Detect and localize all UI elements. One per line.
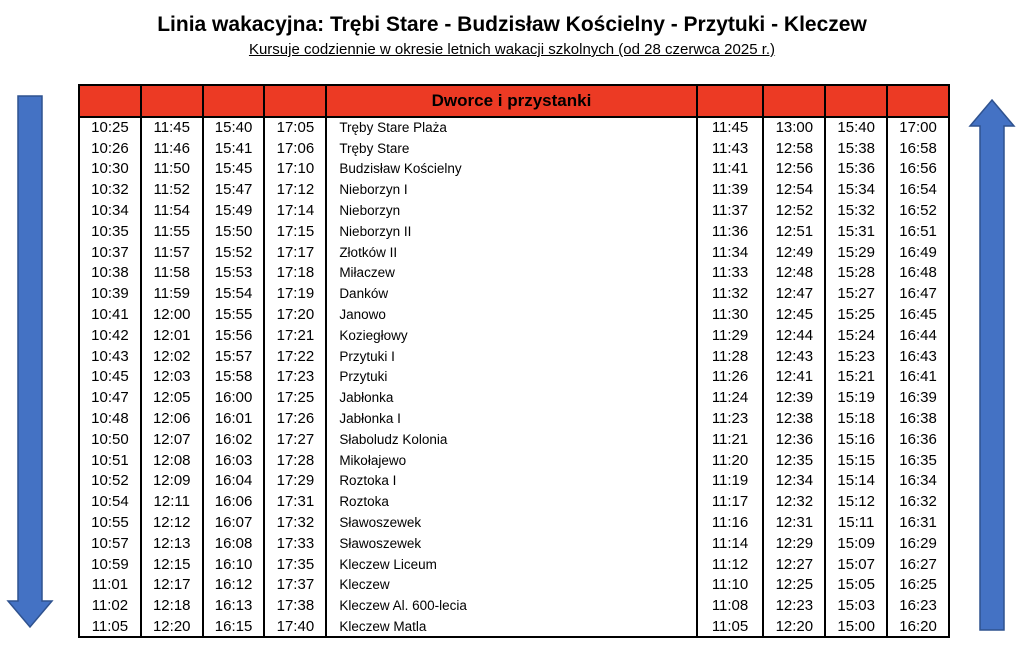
stop-name: Kleczew Al. 600-lecia <box>326 595 696 616</box>
table-row <box>79 304 949 325</box>
departure-time-out: 12:17 <box>141 575 203 596</box>
departure-time-out: 11:57 <box>141 242 203 263</box>
table-row <box>79 117 949 138</box>
stop-name: Miłaczew <box>326 263 696 284</box>
departure-time-out: 16:02 <box>203 429 265 450</box>
departure-time-out: 16:07 <box>203 512 265 533</box>
departure-time-back: 15:40 <box>825 117 887 138</box>
departure-time-back: 13:00 <box>763 117 825 138</box>
departure-time-back: 15:11 <box>825 512 887 533</box>
departure-time-back: 15:05 <box>825 575 887 596</box>
departure-time-back: 12:25 <box>763 575 825 596</box>
departure-time-back: 15:27 <box>825 283 887 304</box>
departure-time-out: 15:45 <box>203 159 265 180</box>
departure-time-back: 16:51 <box>887 221 949 242</box>
departure-time-out: 17:14 <box>264 200 326 221</box>
departure-time-out: 16:00 <box>203 387 265 408</box>
departure-time-out: 17:27 <box>264 429 326 450</box>
departure-time-back: 15:09 <box>825 533 887 554</box>
departure-time-back: 11:12 <box>697 554 764 575</box>
departure-time-out: 17:12 <box>264 179 326 200</box>
departure-time-out: 17:18 <box>264 263 326 284</box>
departure-time-out: 16:01 <box>203 408 265 429</box>
departure-time-back: 11:24 <box>697 387 764 408</box>
departure-time-back: 11:21 <box>697 429 764 450</box>
stop-name: Przytuki I <box>326 346 696 367</box>
departure-time-out: 17:25 <box>264 387 326 408</box>
table-row <box>79 450 949 471</box>
departure-time-out: 17:33 <box>264 533 326 554</box>
departure-time-out: 10:45 <box>79 367 141 388</box>
departure-time-out: 17:22 <box>264 346 326 367</box>
departure-time-back: 11:16 <box>697 512 764 533</box>
departure-time-out: 10:38 <box>79 263 141 284</box>
departure-time-back: 16:31 <box>887 512 949 533</box>
departure-time-out: 17:38 <box>264 595 326 616</box>
departure-time-back: 16:58 <box>887 138 949 159</box>
departure-time-back: 11:10 <box>697 575 764 596</box>
stop-name: Sławoszewek <box>326 512 696 533</box>
stop-name: Jabłonka <box>326 387 696 408</box>
departure-time-back: 16:34 <box>887 471 949 492</box>
departure-time-out: 10:42 <box>79 325 141 346</box>
departure-time-back: 12:39 <box>763 387 825 408</box>
departure-time-back: 16:44 <box>887 325 949 346</box>
departure-time-out: 17:28 <box>264 450 326 471</box>
table-row <box>79 200 949 221</box>
departure-time-back: 12:31 <box>763 512 825 533</box>
arrow-up-icon <box>968 98 1016 632</box>
departure-time-back: 11:39 <box>697 179 764 200</box>
departure-time-out: 15:47 <box>203 179 265 200</box>
departure-time-out: 17:06 <box>264 138 326 159</box>
departure-time-out: 11:52 <box>141 179 203 200</box>
departure-time-back: 12:27 <box>763 554 825 575</box>
table-row <box>79 221 949 242</box>
departure-time-back: 12:23 <box>763 595 825 616</box>
table-row <box>79 512 949 533</box>
departure-time-out: 11:05 <box>79 616 141 637</box>
table-row <box>79 575 949 596</box>
header-cell-out-3 <box>203 85 265 117</box>
departure-time-back: 15:38 <box>825 138 887 159</box>
timetable <box>78 84 950 638</box>
departure-time-back: 11:45 <box>697 117 764 138</box>
departure-time-out: 17:17 <box>264 242 326 263</box>
departure-time-out: 10:32 <box>79 179 141 200</box>
departure-time-back: 12:32 <box>763 491 825 512</box>
departure-time-out: 10:25 <box>79 117 141 138</box>
table-row <box>79 491 949 512</box>
departure-time-out: 17:23 <box>264 367 326 388</box>
departure-time-out: 12:05 <box>141 387 203 408</box>
departure-time-out: 17:21 <box>264 325 326 346</box>
departure-time-out: 15:57 <box>203 346 265 367</box>
arrow-down-icon <box>6 95 54 629</box>
departure-time-back: 15:21 <box>825 367 887 388</box>
departure-time-out: 16:06 <box>203 491 265 512</box>
departure-time-out: 10:51 <box>79 450 141 471</box>
page-title: Linia wakacyjna: Trębi Stare - Budzisław Kościelny - Przytuki - Kleczew <box>157 13 867 36</box>
departure-time-back: 16:56 <box>887 159 949 180</box>
departure-time-back: 15:12 <box>825 491 887 512</box>
departure-time-out: 11:45 <box>141 117 203 138</box>
departure-time-out: 11:59 <box>141 283 203 304</box>
departure-time-out: 16:08 <box>203 533 265 554</box>
departure-time-out: 15:49 <box>203 200 265 221</box>
departure-time-back: 12:36 <box>763 429 825 450</box>
departure-time-out: 16:13 <box>203 595 265 616</box>
departure-time-out: 17:40 <box>264 616 326 637</box>
departure-time-back: 11:17 <box>697 491 764 512</box>
stop-name: Roztoka <box>326 491 696 512</box>
departure-time-out: 12:00 <box>141 304 203 325</box>
departure-time-back: 17:00 <box>887 117 949 138</box>
departure-time-back: 15:03 <box>825 595 887 616</box>
table-row <box>79 159 949 180</box>
departure-time-back: 15:14 <box>825 471 887 492</box>
departure-time-out: 10:59 <box>79 554 141 575</box>
departure-time-out: 12:01 <box>141 325 203 346</box>
departure-time-out: 12:07 <box>141 429 203 450</box>
departure-time-out: 10:50 <box>79 429 141 450</box>
departure-time-back: 15:36 <box>825 159 887 180</box>
departure-time-back: 12:58 <box>763 138 825 159</box>
departure-time-back: 12:48 <box>763 263 825 284</box>
departure-time-out: 12:20 <box>141 616 203 637</box>
table-row <box>79 179 949 200</box>
departure-time-out: 17:35 <box>264 554 326 575</box>
departure-time-out: 17:10 <box>264 159 326 180</box>
departure-time-back: 15:28 <box>825 263 887 284</box>
stop-name: Jabłonka I <box>326 408 696 429</box>
header-cell-back-4 <box>887 85 949 117</box>
departure-time-back: 16:43 <box>887 346 949 367</box>
departure-time-back: 12:56 <box>763 159 825 180</box>
stops-header: Dworce i przystanki <box>326 85 696 117</box>
departure-time-out: 12:02 <box>141 346 203 367</box>
header-cell-back-1 <box>697 85 764 117</box>
stop-name: Budzisław Kościelny <box>326 159 696 180</box>
departure-time-back: 16:41 <box>887 367 949 388</box>
departure-time-back: 11:20 <box>697 450 764 471</box>
departure-time-back: 16:36 <box>887 429 949 450</box>
timetable-header-row <box>79 85 949 117</box>
departure-time-back: 15:16 <box>825 429 887 450</box>
stop-name: Przytuki <box>326 367 696 388</box>
departure-time-back: 12:51 <box>763 221 825 242</box>
departure-time-back: 16:25 <box>887 575 949 596</box>
departure-time-out: 10:57 <box>79 533 141 554</box>
stop-name: Tręby Stare <box>326 138 696 159</box>
departure-time-back: 11:32 <box>697 283 764 304</box>
departure-time-out: 10:30 <box>79 159 141 180</box>
departure-time-out: 15:56 <box>203 325 265 346</box>
departure-time-back: 11:14 <box>697 533 764 554</box>
departure-time-out: 12:11 <box>141 491 203 512</box>
departure-time-back: 11:23 <box>697 408 764 429</box>
departure-time-back: 11:43 <box>697 138 764 159</box>
departure-time-out: 12:09 <box>141 471 203 492</box>
departure-time-back: 11:28 <box>697 346 764 367</box>
departure-time-out: 11:55 <box>141 221 203 242</box>
page-subtitle: Kursuje codziennie w okresie letnich wakacji szkolnych (od 28 czerwca 2025 r.) <box>248 41 776 58</box>
departure-time-back: 12:43 <box>763 346 825 367</box>
departure-time-back: 16:39 <box>887 387 949 408</box>
departure-time-back: 16:54 <box>887 179 949 200</box>
table-row <box>79 533 949 554</box>
departure-time-out: 12:03 <box>141 367 203 388</box>
departure-time-back: 11:41 <box>697 159 764 180</box>
table-row <box>79 595 949 616</box>
departure-time-back: 11:33 <box>697 263 764 284</box>
departure-time-back: 15:07 <box>825 554 887 575</box>
departure-time-back: 16:47 <box>887 283 949 304</box>
header-cell-out-4 <box>264 85 326 117</box>
departure-time-back: 11:34 <box>697 242 764 263</box>
departure-time-back: 12:35 <box>763 450 825 471</box>
departure-time-back: 15:34 <box>825 179 887 200</box>
departure-time-back: 16:48 <box>887 263 949 284</box>
departure-time-back: 12:29 <box>763 533 825 554</box>
stop-name: Nieborzyn II <box>326 221 696 242</box>
departure-time-out: 12:13 <box>141 533 203 554</box>
table-row <box>79 346 949 367</box>
table-row <box>79 408 949 429</box>
stop-name: Kleczew Matla <box>326 616 696 637</box>
departure-time-out: 11:02 <box>79 595 141 616</box>
departure-time-back: 12:47 <box>763 283 825 304</box>
departure-time-out: 15:54 <box>203 283 265 304</box>
departure-time-out: 15:41 <box>203 138 265 159</box>
departure-time-back: 15:19 <box>825 387 887 408</box>
table-row <box>79 554 949 575</box>
departure-time-back: 15:18 <box>825 408 887 429</box>
departure-time-out: 12:06 <box>141 408 203 429</box>
departure-time-back: 12:45 <box>763 304 825 325</box>
table-row <box>79 325 949 346</box>
departure-time-out: 12:12 <box>141 512 203 533</box>
departure-time-back: 15:32 <box>825 200 887 221</box>
departure-time-back: 16:29 <box>887 533 949 554</box>
departure-time-back: 12:44 <box>763 325 825 346</box>
departure-time-back: 15:31 <box>825 221 887 242</box>
departure-time-back: 16:49 <box>887 242 949 263</box>
departure-time-back: 12:38 <box>763 408 825 429</box>
stop-name: Kleczew <box>326 575 696 596</box>
departure-time-back: 11:08 <box>697 595 764 616</box>
table-row <box>79 387 949 408</box>
departure-time-out: 10:39 <box>79 283 141 304</box>
departure-time-back: 15:00 <box>825 616 887 637</box>
departure-time-out: 17:32 <box>264 512 326 533</box>
departure-time-out: 10:35 <box>79 221 141 242</box>
departure-time-back: 12:52 <box>763 200 825 221</box>
header-cell-out-2 <box>141 85 203 117</box>
departure-time-out: 17:19 <box>264 283 326 304</box>
stop-name: Tręby Stare Plaża <box>326 117 696 138</box>
departure-time-back: 12:34 <box>763 471 825 492</box>
departure-time-out: 10:43 <box>79 346 141 367</box>
departure-time-out: 11:50 <box>141 159 203 180</box>
departure-time-out: 11:46 <box>141 138 203 159</box>
stop-name: Sławoszewek <box>326 533 696 554</box>
departure-time-out: 17:29 <box>264 471 326 492</box>
departure-time-back: 11:26 <box>697 367 764 388</box>
stop-name: Nieborzyn I <box>326 179 696 200</box>
departure-time-out: 17:26 <box>264 408 326 429</box>
departure-time-out: 10:26 <box>79 138 141 159</box>
header-cell-out-1 <box>79 85 141 117</box>
departure-time-back: 16:27 <box>887 554 949 575</box>
table-row <box>79 263 949 284</box>
departure-time-back: 11:30 <box>697 304 764 325</box>
stop-name: Koziegłowy <box>326 325 696 346</box>
departure-time-out: 17:37 <box>264 575 326 596</box>
departure-time-out: 16:15 <box>203 616 265 637</box>
departure-time-back: 12:54 <box>763 179 825 200</box>
departure-time-out: 16:10 <box>203 554 265 575</box>
departure-time-out: 17:15 <box>264 221 326 242</box>
departure-time-back: 16:52 <box>887 200 949 221</box>
departure-time-back: 11:29 <box>697 325 764 346</box>
table-row <box>79 429 949 450</box>
departure-time-out: 10:34 <box>79 200 141 221</box>
table-row <box>79 283 949 304</box>
departure-time-back: 15:29 <box>825 242 887 263</box>
departure-time-back: 11:05 <box>697 616 764 637</box>
departure-time-out: 15:50 <box>203 221 265 242</box>
departure-time-back: 11:37 <box>697 200 764 221</box>
departure-time-back: 15:15 <box>825 450 887 471</box>
departure-time-back: 16:23 <box>887 595 949 616</box>
stop-name: Słaboludz Kolonia <box>326 429 696 450</box>
departure-time-back: 15:24 <box>825 325 887 346</box>
departure-time-out: 17:20 <box>264 304 326 325</box>
stop-name: Kleczew Liceum <box>326 554 696 575</box>
departure-time-back: 12:41 <box>763 367 825 388</box>
departure-time-back: 15:25 <box>825 304 887 325</box>
stop-name: Janowo <box>326 304 696 325</box>
departure-time-back: 12:49 <box>763 242 825 263</box>
departure-time-back: 16:35 <box>887 450 949 471</box>
table-row <box>79 367 949 388</box>
stop-name: Złotków II <box>326 242 696 263</box>
departure-time-back: 15:23 <box>825 346 887 367</box>
stop-name: Mikołajewo <box>326 450 696 471</box>
stop-name: Nieborzyn <box>326 200 696 221</box>
departure-time-back: 16:32 <box>887 491 949 512</box>
departure-time-out: 10:47 <box>79 387 141 408</box>
departure-time-out: 10:54 <box>79 491 141 512</box>
departure-time-out: 10:41 <box>79 304 141 325</box>
departure-time-back: 11:36 <box>697 221 764 242</box>
header-cell-back-3 <box>825 85 887 117</box>
table-row <box>79 471 949 492</box>
departure-time-out: 15:55 <box>203 304 265 325</box>
departure-time-back: 16:38 <box>887 408 949 429</box>
departure-time-out: 11:54 <box>141 200 203 221</box>
departure-time-out: 12:08 <box>141 450 203 471</box>
table-row <box>79 138 949 159</box>
table-row <box>79 616 949 637</box>
departure-time-out: 17:05 <box>264 117 326 138</box>
timetable-body <box>79 117 949 637</box>
departure-time-out: 10:48 <box>79 408 141 429</box>
departure-time-out: 11:01 <box>79 575 141 596</box>
departure-time-out: 10:55 <box>79 512 141 533</box>
departure-time-out: 15:40 <box>203 117 265 138</box>
stop-name: Danków <box>326 283 696 304</box>
departure-time-out: 16:04 <box>203 471 265 492</box>
departure-time-out: 12:18 <box>141 595 203 616</box>
table-row <box>79 242 949 263</box>
departure-time-out: 17:31 <box>264 491 326 512</box>
departure-time-back: 16:20 <box>887 616 949 637</box>
stop-name: Roztoka I <box>326 471 696 492</box>
departure-time-back: 12:20 <box>763 616 825 637</box>
departure-time-out: 15:52 <box>203 242 265 263</box>
departure-time-out: 10:37 <box>79 242 141 263</box>
departure-time-out: 12:15 <box>141 554 203 575</box>
header-cell-back-2 <box>763 85 825 117</box>
departure-time-out: 15:53 <box>203 263 265 284</box>
departure-time-out: 15:58 <box>203 367 265 388</box>
departure-time-out: 16:03 <box>203 450 265 471</box>
departure-time-back: 11:19 <box>697 471 764 492</box>
departure-time-out: 16:12 <box>203 575 265 596</box>
departure-time-back: 16:45 <box>887 304 949 325</box>
departure-time-out: 10:52 <box>79 471 141 492</box>
departure-time-out: 11:58 <box>141 263 203 284</box>
